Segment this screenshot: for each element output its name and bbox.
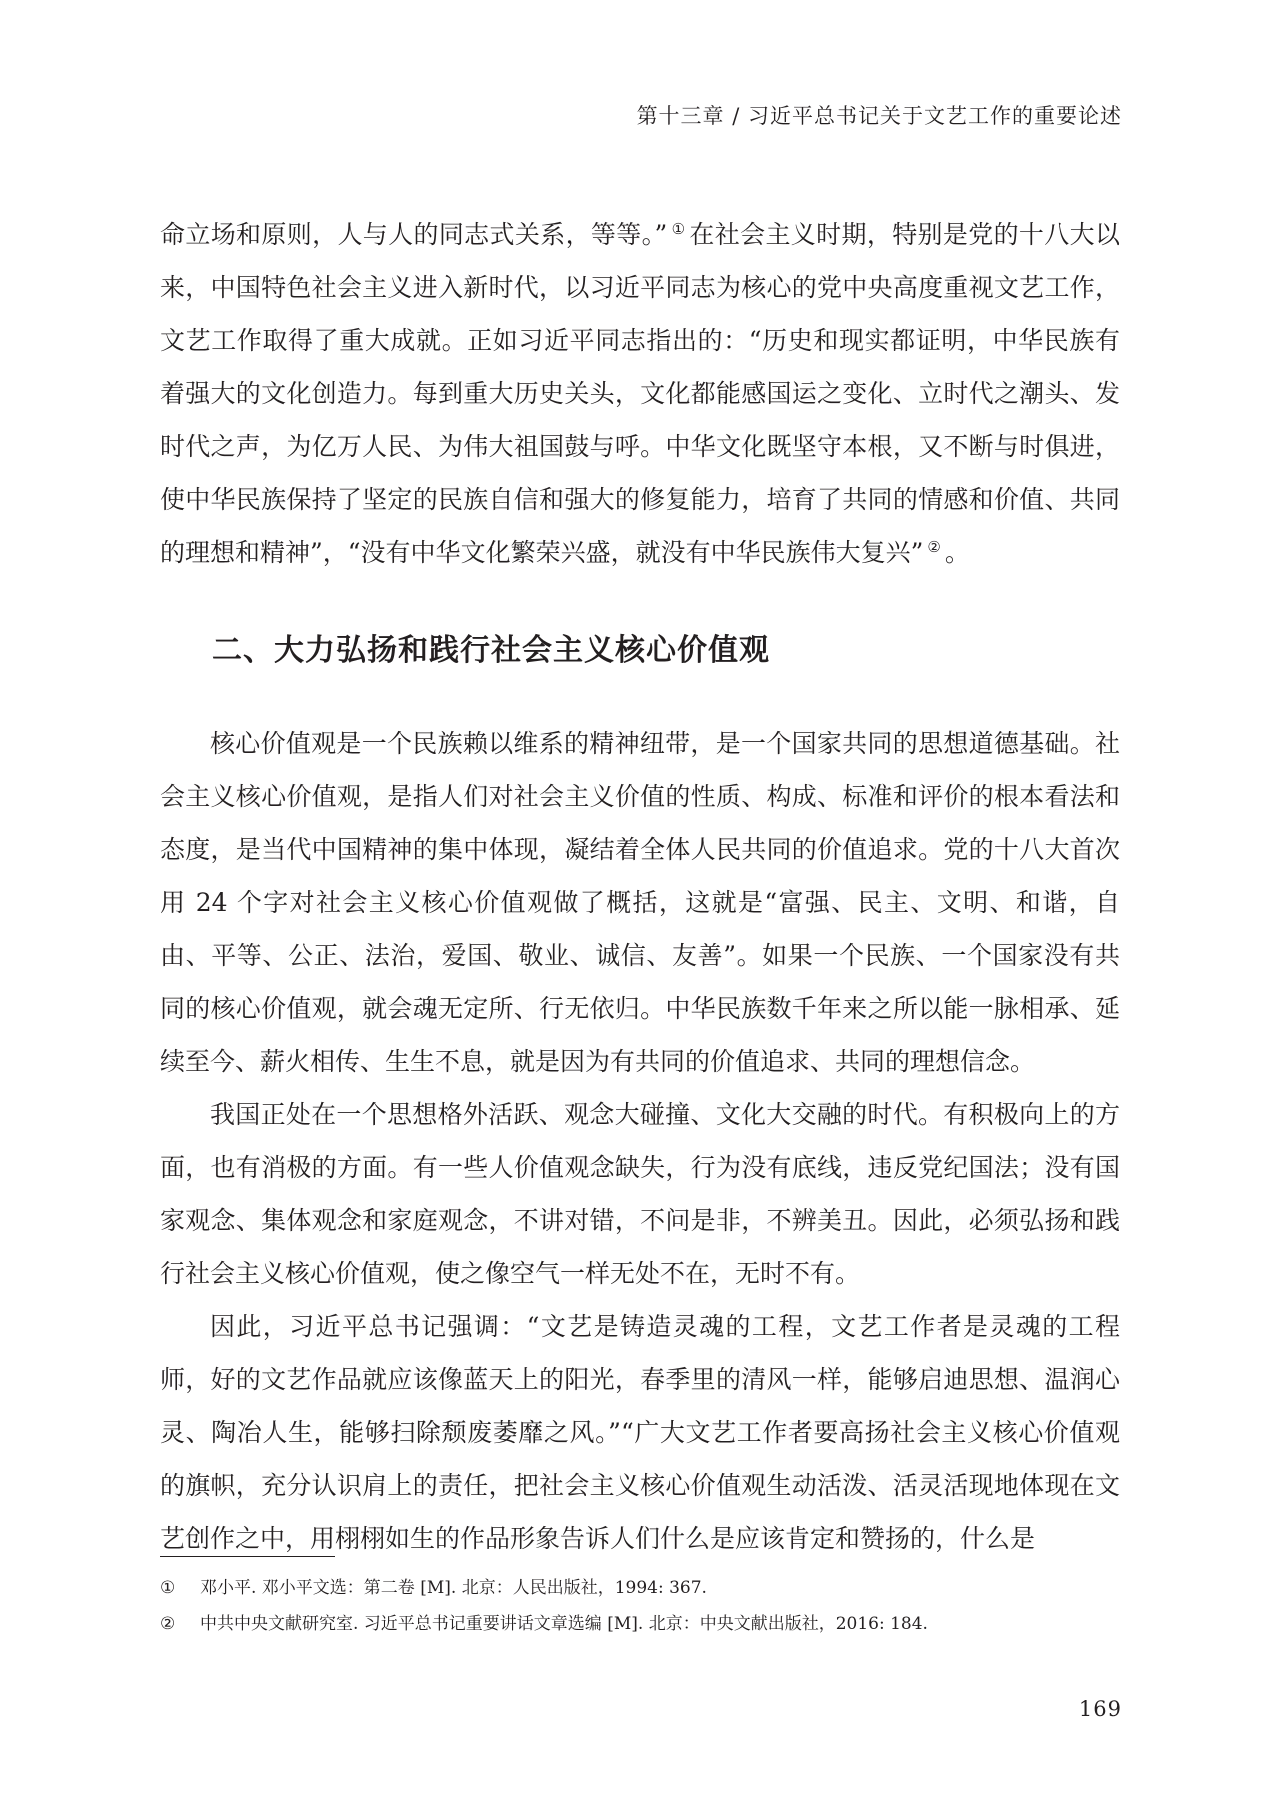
footnote-mark: ①: [160, 1578, 176, 1598]
footnote-ref-2[interactable]: ②: [927, 537, 941, 556]
text-segment: 。: [944, 538, 970, 567]
footnote-item: [160, 1570, 1120, 1606]
footnote-ref-1[interactable]: ①: [671, 219, 686, 238]
text-segment: 命立场和原则，人与人的同志式关系，等等。”: [160, 220, 668, 249]
running-header: 第十三章 / 习近平总书记关于文艺工作的重要论述: [636, 104, 1122, 128]
paragraph: 核心价值观是一个民族赖以维系的精神纽带，是一个国家共同的思想道德基础。社会主义核心价值观，是指人们对社会主义价值的性质、构成、标准和评价的根本看法和态度，是当代中国精神的集中体现，凝结着全体人民共同的价值追求。党的十八大首次用 24 个字对社会主义核心价值观做了概括，这就是“富强、民主、文明、和谐，自由、平等、公正、法治，爱国、敬业、诚信、友善”。如果一个民族、一个国家没有共同的核心价值观，就会魂无定所、行无依归。中华民族数千年来之所以能一脉相承、延续至今、薪火相传、生生不息，就是因为有共同的价值追求、共同的理想信念。: [160, 729, 1120, 1076]
page-number: 169: [1078, 1697, 1122, 1721]
section-title: 二、大力弘扬和践行社会主义核心价值观: [212, 633, 770, 668]
paragraph-continued: [160, 208, 1120, 579]
text-segment: 在社会主义时期，特别是党的十八大以来，中国特色社会主义进入新时代，以习近平同志为核心的党中央高度重视文艺工作，文艺工作取得了重大成就。正如习近平同志指出的：“历史和现实都证明，中华民族有着强大的文化创造力。每到重大历史关头，文化都能感国运之变化、立时代之潮头、发时代之声，为亿万人民、为伟大祖国鼓与呼。中华文化既坚守本根，又不断与时俱进，使中华民族保持了坚定的民族自信和强大的修复能力，培育了共同的情感和价值、共同的理想和精神”，“没有中华文化繁荣兴盛，就没有中华民族伟大复兴”: [160, 220, 1120, 567]
footnote-text: 邓小平. 邓小平文选：第二卷 [M]. 北京：人民出版社，1994: 367.: [200, 1578, 707, 1598]
footnote-text: 中共中央文献研究室. 习近平总书记重要讲话文章选编 [M]. 北京：中央文献出版社，2016: 184.: [200, 1614, 928, 1634]
footnotes: [160, 1570, 1120, 1642]
paragraph: 因此，习近平总书记强调：“文艺是铸造灵魂的工程，文艺工作者是灵魂的工程师，好的文艺作品就应该像蓝天上的阳光，春季里的清风一样，能够启迪思想、温润心灵、陶冶人生，能够扫除颓废萎靡之风。”“广大文艺工作者要高扬社会主义核心价值观的旗帜，充分认识肩上的责任，把社会主义核心价值观生动活泼、活灵活现地体现在文艺创作之中，用栩栩如生的作品形象告诉人们什么是应该肯定和赞扬的，什么是: [160, 1312, 1120, 1553]
paragraph: 我国正处在一个思想格外活跃、观念大碰撞、文化大交融的时代。有积极向上的方面，也有消极的方面。有一些人价值观念缺失，行为没有底线，违反党纪国法；没有国家观念、集体观念和家庭观念，不讲对错，不问是非，不辨美丑。因此，必须弘扬和践行社会主义核心价值观，使之像空气一样无处不在，无时不有。: [160, 1100, 1120, 1288]
page-body: [160, 208, 1120, 1565]
footnote-item: [160, 1606, 1120, 1642]
footnote-divider: [160, 1556, 335, 1557]
footnote-mark: ②: [160, 1614, 176, 1634]
